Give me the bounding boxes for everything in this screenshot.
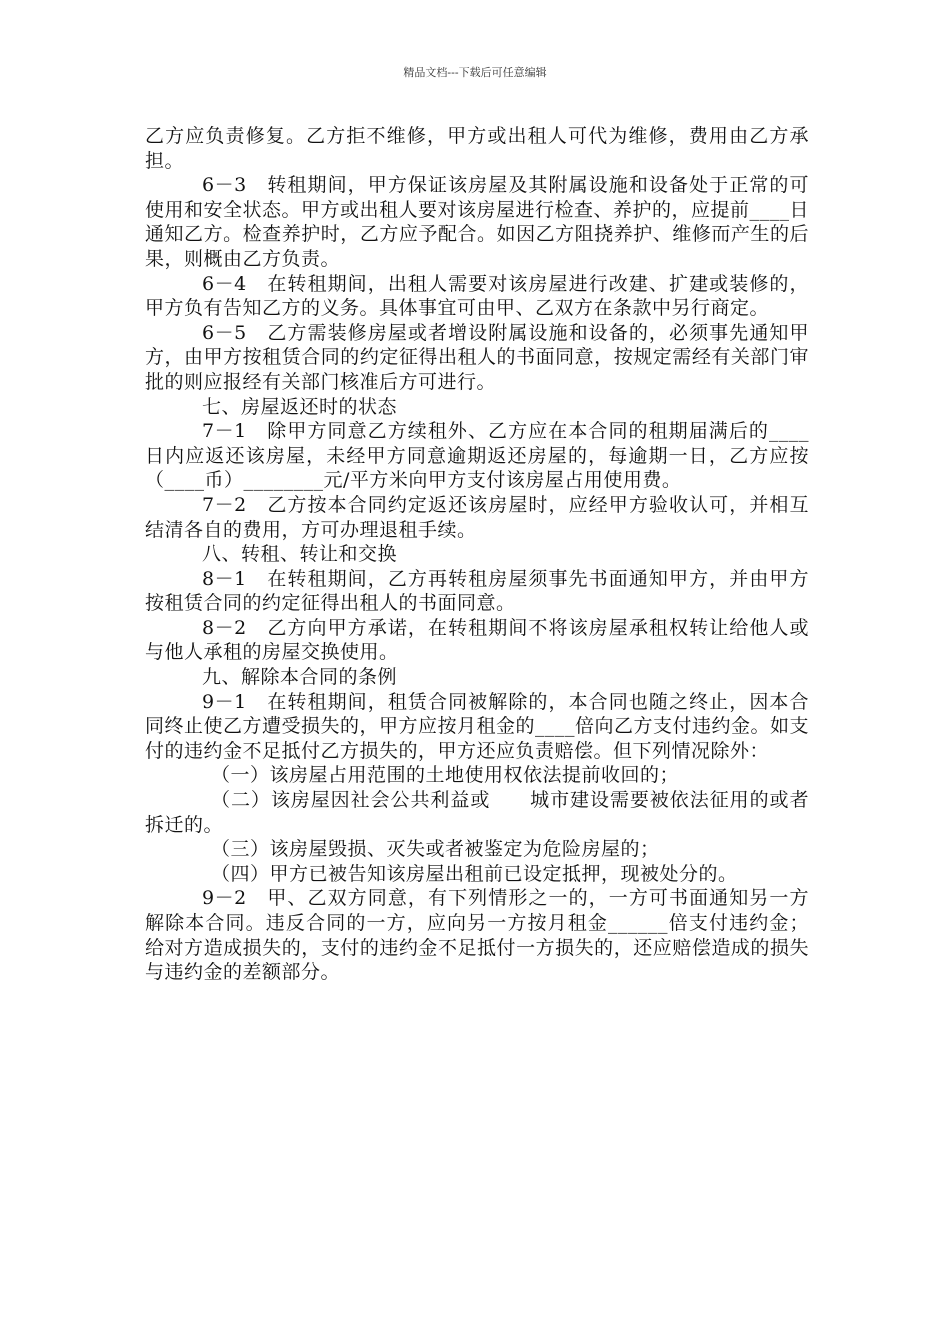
- paragraph: 乙方应负责修复。乙方拒不维修，甲方或出租人可代为维修，费用由乙方承担。: [145, 125, 809, 172]
- list-item-exception-3: （三）该房屋毁损、灭失或者被鉴定为危险房屋的；: [211, 838, 660, 861]
- list-item-exception-4: （四）甲方已被告知该房屋出租前已设定抵押，现被处分的。: [211, 862, 738, 885]
- paragraph-clause-9-1: 9－1 在转租期间，租赁合同被解除的，本合同也随之终止，因本合同终止使乙方遭受损失的，甲方应按月租金的____倍向乙方支付违约金。如支付的违约金不足抵付乙方损失的，甲方还应负责赔偿。但下列情况除外：: [145, 690, 810, 762]
- paragraph-clause-6-3: 6－3 转租期间，甲方保证该房屋及其附属设施和设备处于正常的可使用和安全状态。甲方或出租人要对该房屋进行检查、养护的，应提前____日通知乙方。检查养护时，乙方应予配合。如因乙方阻挠养护、维修而产生的后果，则概由乙方负责。: [145, 174, 810, 270]
- page-header: 精品文档---下载后可任意编辑: [403, 66, 547, 79]
- paragraph-clause-8-2: 8－2 乙方向甲方承诺，在转租期间不将该房屋承租权转让给他人或与他人承租的房屋交换使用。: [145, 616, 809, 664]
- section-heading-9: 九、解除本合同的条例: [202, 666, 398, 689]
- list-item-exception-2: （二）该房屋因社会公共利益或 城市建设需要被依法征用的或者拆迁的。: [145, 789, 809, 836]
- section-heading-7: 七、房屋返还时的状态: [202, 395, 398, 418]
- section-heading-8: 八、转租、转让和交换: [202, 543, 398, 566]
- paragraph-clause-8-1: 8－1 在转租期间，乙方再转租房屋须事先书面通知甲方，并由甲方按租赁合同的约定征得出租人的书面同意。: [145, 567, 809, 615]
- paragraph-clause-7-1: 7－1 除甲方同意乙方续租外、乙方应在本合同的租期届满后的____日内应返还该房屋，未经甲方同意逾期返还房屋的，每逾期一日，乙方应按（____币）________元/平方米向甲方支付该房屋占用使用费。: [145, 420, 809, 492]
- list-item-exception-1: （一）该房屋占用范围的土地使用权依法提前收回的；: [211, 764, 680, 787]
- paragraph-clause-9-2: 9－2 甲、乙双方同意，有下列情形之一的，一方可书面通知另一方解除本合同。违反合同的一方，应向另一方按月租金______倍支付违约金；给对方造成损失的，支付的违约金不足抵付一方损失的，还应赔偿造成的损失与违约金的差额部分。: [145, 887, 809, 984]
- paragraph-clause-6-4: 6－4 在转租期间，出租人需要对该房屋进行改建、扩建或装修的，甲方负有告知乙方的义务。具体事宜可由甲、乙双方在条款中另行商定。: [145, 272, 809, 320]
- paragraph-clause-7-2: 7－2 乙方按本合同约定返还该房屋时，应经甲方验收认可，并相互结清各自的费用，方可办理退租手续。: [145, 493, 809, 541]
- document-body: [145, 124, 809, 985]
- paragraph-clause-6-5: 6－5 乙方需装修房屋或者增设附属设施和设备的，必须事先通知甲方，由甲方按租赁合同的约定征得出租人的书面同意，按规定需经有关部门审批的则应报经有关部门核准后方可进行。: [145, 321, 809, 393]
